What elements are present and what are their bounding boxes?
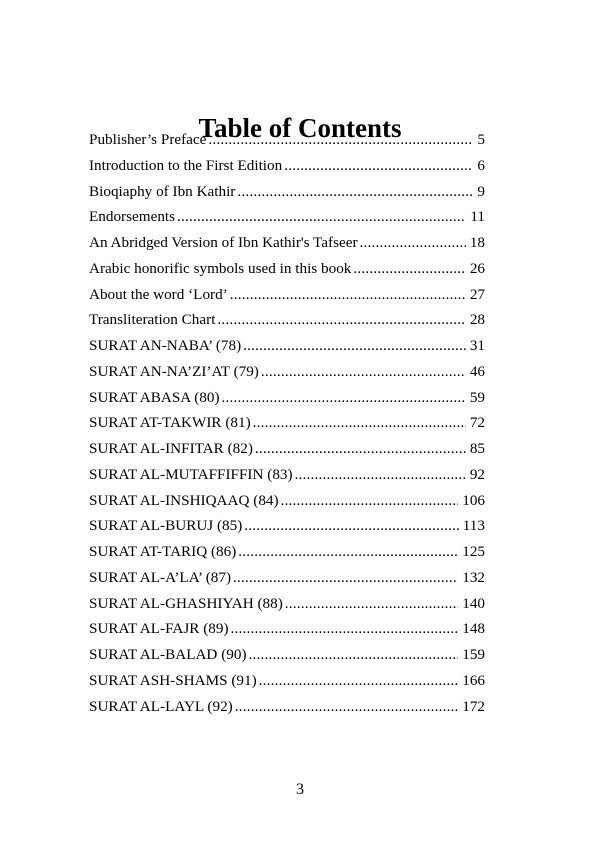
- toc-entry-title: Endorsements: [89, 208, 176, 226]
- toc-entry-title: An Abridged Version of Ibn Kathir's Tafseer: [89, 234, 358, 251]
- toc-entry-title: About the word ‘Lord’: [89, 285, 228, 303]
- toc-entry-page: 5: [477, 131, 485, 148]
- toc-entry-page: 18: [469, 234, 485, 251]
- toc-entry[interactable]: [89, 389, 485, 415]
- toc-entry[interactable]: [89, 234, 485, 260]
- dot-leader: [255, 440, 466, 458]
- toc-entry-page: 46: [469, 362, 485, 380]
- dot-leader: [231, 620, 459, 638]
- dot-leader: [285, 595, 458, 613]
- dot-leader: [230, 286, 466, 304]
- toc-entry-title: SURAT AN-NA’ZI’AT (79): [89, 362, 259, 380]
- toc-entry-title: Bioqiaphy of Ibn Kathir: [89, 182, 236, 200]
- toc-entry-page: 11: [470, 208, 485, 226]
- toc-entry-page: 85: [469, 440, 485, 457]
- page-number: 3: [296, 781, 304, 798]
- toc-entry[interactable]: [89, 157, 485, 183]
- toc-entry[interactable]: [89, 698, 485, 724]
- dot-leader: [360, 234, 466, 252]
- toc-entry-page: 28: [469, 311, 485, 329]
- toc-entry[interactable]: [89, 569, 485, 595]
- page-title: Table of Contents: [198, 113, 402, 144]
- dot-leader: [284, 157, 473, 175]
- toc-entry[interactable]: [89, 260, 485, 286]
- toc-entry-page: 125: [462, 543, 485, 560]
- toc-entry-title: SURAT AL-LAYL (92): [89, 697, 233, 715]
- toc-entry-title: SURAT AT-TAKWIR (81): [89, 414, 251, 432]
- dot-leader: [237, 183, 473, 201]
- toc-entry-page: 140: [462, 594, 485, 612]
- dot-leader: [295, 466, 466, 484]
- toc-entry[interactable]: [89, 492, 485, 518]
- toc-entry-title: SURAT AL-INSHIQAAQ (84): [89, 491, 279, 509]
- dot-leader: [208, 131, 473, 149]
- dot-leader: [222, 389, 466, 407]
- toc-entry-title: SURAT AL-FAJR (89): [89, 620, 229, 638]
- toc-entry[interactable]: [89, 131, 485, 157]
- dot-leader: [249, 646, 459, 664]
- toc-entry-page: 172: [462, 697, 485, 715]
- toc-entry-page: 72: [469, 414, 485, 432]
- toc-entry-title: SURAT AL-BURUJ (85): [89, 517, 243, 535]
- toc-entry[interactable]: [89, 337, 485, 363]
- toc-entry[interactable]: [89, 286, 485, 312]
- table-of-contents-list: [89, 131, 485, 723]
- toc-entry-page: 6: [477, 156, 485, 174]
- toc-entry[interactable]: [89, 646, 485, 672]
- toc-entry[interactable]: [89, 543, 485, 569]
- dot-leader: [353, 260, 465, 278]
- dot-leader: [244, 517, 458, 535]
- toc-entry-page: 166: [462, 671, 485, 689]
- toc-entry[interactable]: [89, 466, 485, 492]
- toc-entry-title: Introduction to the First Edition: [89, 156, 283, 174]
- toc-entry-title: SURAT AT-TARIQ (86): [89, 543, 237, 560]
- dot-leader: [259, 672, 459, 690]
- toc-entry[interactable]: [89, 414, 485, 440]
- toc-entry-title: SURAT AN-NABA’ (78): [89, 337, 242, 354]
- toc-entry[interactable]: [89, 517, 485, 543]
- toc-entry-page: 31: [469, 337, 485, 354]
- dot-leader: [243, 337, 466, 355]
- toc-entry-title: SURAT ABASA (80): [89, 388, 220, 406]
- toc-entry-page: 148: [462, 620, 485, 638]
- dot-leader: [217, 311, 465, 329]
- dot-leader: [238, 543, 458, 561]
- toc-entry[interactable]: [89, 311, 485, 337]
- dot-leader: [261, 363, 466, 381]
- toc-entry-page: 26: [469, 259, 485, 277]
- toc-entry-title: SURAT AL-A’LA’ (87): [89, 568, 232, 586]
- toc-entry-page: 106: [462, 491, 485, 509]
- toc-entry-page: 113: [462, 517, 485, 535]
- toc-entry[interactable]: [89, 440, 485, 466]
- toc-entry-page: 59: [469, 388, 485, 406]
- dot-leader: [235, 698, 458, 716]
- dot-leader: [177, 208, 466, 226]
- toc-entry-title: SURAT AL-BALAD (90): [89, 646, 247, 663]
- dot-leader: [233, 569, 458, 587]
- toc-entry-page: 9: [477, 182, 485, 200]
- dot-leader: [281, 492, 459, 510]
- toc-entry-title: SURAT AL-GHASHIYAH (88): [89, 594, 283, 612]
- toc-entry[interactable]: [89, 363, 485, 389]
- toc-entry-title: Publisher’s Preface: [89, 131, 207, 148]
- toc-entry-page: 159: [462, 646, 485, 663]
- toc-entry-title: Arabic honorific symbols used in this book: [89, 259, 352, 277]
- toc-entry-title: SURAT AL-INFITAR (82): [89, 440, 253, 457]
- toc-entry[interactable]: [89, 208, 485, 234]
- toc-entry-title: SURAT AL-MUTAFFIFFIN (83): [89, 465, 293, 483]
- toc-entry[interactable]: [89, 672, 485, 698]
- toc-entry-title: SURAT ASH-SHAMS (91): [89, 671, 257, 689]
- toc-entry-page: 92: [469, 465, 485, 483]
- toc-entry-title: Transliteration Chart: [89, 311, 216, 329]
- toc-entry-page: 27: [469, 285, 485, 303]
- toc-entry-page: 132: [462, 568, 485, 586]
- toc-entry[interactable]: [89, 183, 485, 209]
- toc-entry[interactable]: [89, 620, 485, 646]
- toc-entry[interactable]: [89, 595, 485, 621]
- dot-leader: [253, 414, 466, 432]
